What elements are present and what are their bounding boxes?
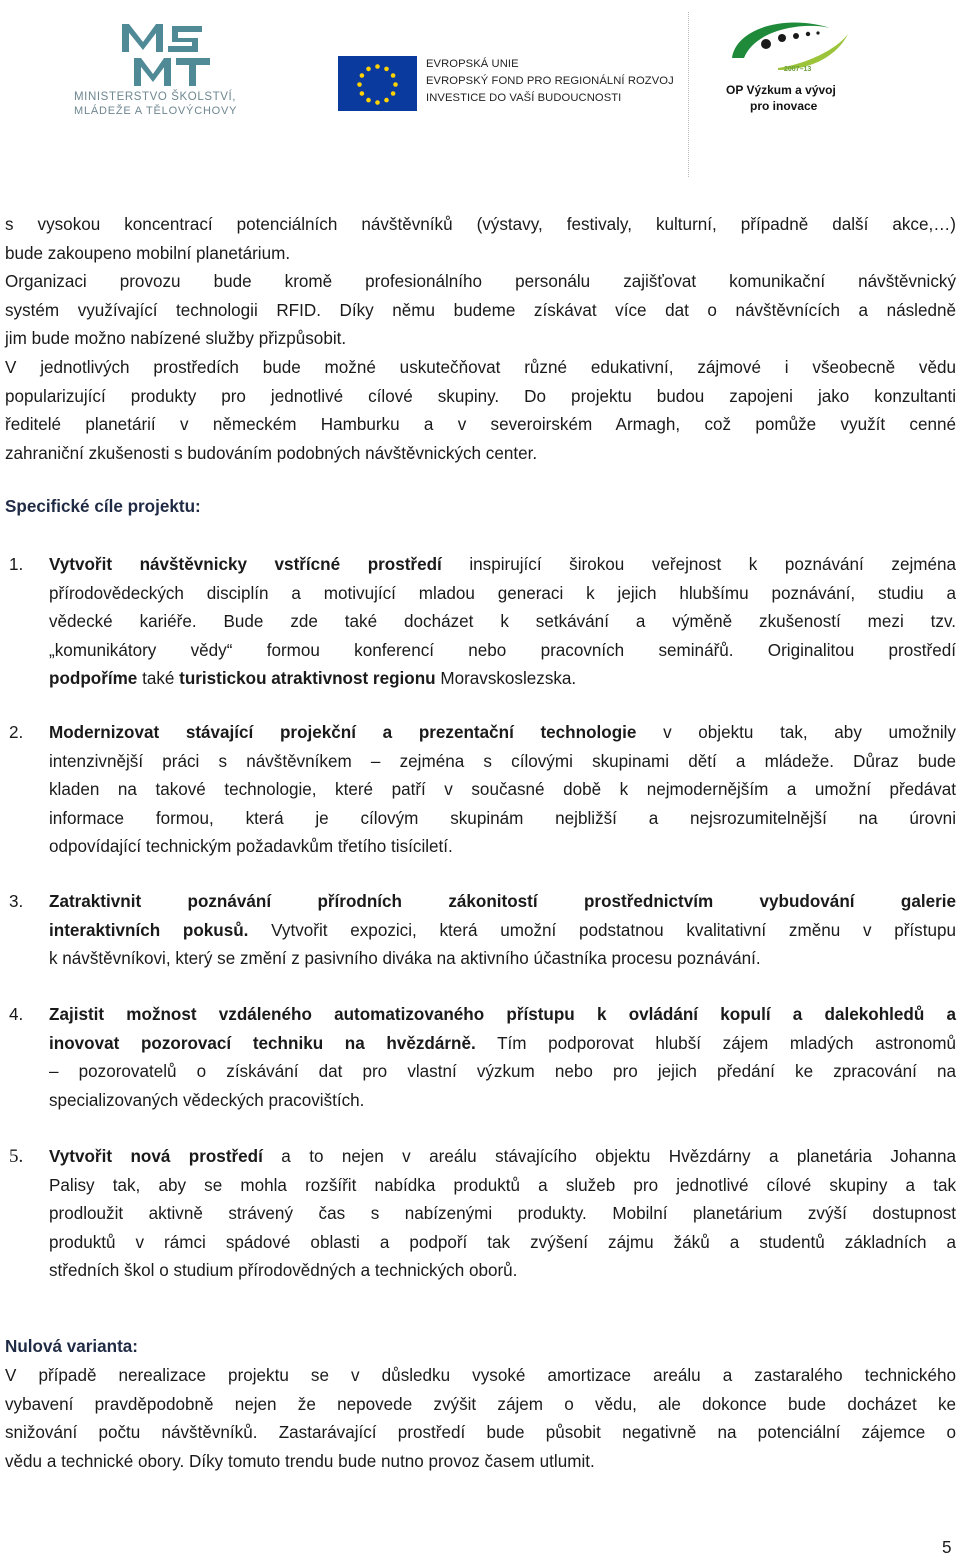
- bold-phrase: interaktivních pokusů.: [49, 920, 249, 940]
- text-run: Vytvořit expozici, která umožní podstatnou kvalitativní změnu v přístupu: [248, 920, 956, 940]
- text-run: Tím podporovat hlubší zájem mladých astronomů: [475, 1033, 956, 1053]
- goal-number: 4.: [9, 1005, 24, 1024]
- goal-text: [49, 1001, 956, 1115]
- text-line: vybavení pravděpodobně nejen že nepovede zvýšit zájem o vědu, ale dokonce bude docházet ke: [5, 1394, 956, 1414]
- msmt-logo: [74, 18, 274, 118]
- bold-phrase: podpoříme: [49, 669, 138, 689]
- bold-phrase: inovovat pozorovací techniku na hvězdárně.: [49, 1033, 476, 1053]
- header-logos: [0, 0, 960, 190]
- op-years: 2007–13: [784, 66, 812, 73]
- bold-phrase: Zajistit možnost vzdáleného automatizovaného přístupu k ovládání kopulí a dalekohledů a: [49, 1005, 956, 1024]
- eu-text: [426, 56, 674, 107]
- text-line: odpovídající technickým požadavkům třetího tisíciletí.: [49, 837, 453, 857]
- text-line: Organizaci provozu bude kromě profesionálního personálu zajišťovat komunikační návštěvnický: [5, 272, 956, 292]
- intro-paragraph: [5, 211, 956, 468]
- text-line: ředitelé planetárií v německém Hamburku a v severoirském Armagh, což pomůže využít cenné: [5, 415, 956, 435]
- op-vavpi-logo: [726, 14, 856, 124]
- text-line: popularizující produkty pro jednotlivé cílové skupiny. Do projektu budou zapojeni jako konzultanti: [5, 386, 956, 406]
- text-line: „komunikátory vědy“ formou konferencí nebo pracovních seminářů. Originalitou prostředí: [49, 640, 956, 660]
- eu-logo: [338, 56, 674, 116]
- text-line: [49, 551, 956, 580]
- goal-text: [49, 719, 956, 862]
- bold-phrase: turistickou atraktivnost regionu: [179, 669, 436, 689]
- text-line: produktů v rámci spádové oblasti a podpoří tak zvýšení zájmu žáků a studentů základních a: [49, 1232, 956, 1252]
- text-line: prodloužit aktivně strávený čas s nabízenými produkty. Mobilní planetárium zvýší dostupnost: [49, 1204, 956, 1224]
- goal-number: 5.: [9, 1146, 24, 1167]
- text-line: zahraniční zkušenosti s budováním podobných návštěvnických center.: [5, 443, 538, 463]
- goal-number: 3.: [9, 892, 24, 911]
- goal-text: [49, 1143, 956, 1286]
- text-line: specializovaných vědeckých pracovištích.: [49, 1090, 365, 1110]
- text-line: [49, 1030, 956, 1059]
- zero-variant-heading: Nulová varianta:: [5, 1337, 138, 1356]
- text-run: v objektu tak, aby umožnily: [636, 723, 956, 742]
- text-line: [49, 1001, 956, 1030]
- bold-phrase: Zatraktivnit poznávání přírodních zákonitostí prostřednictvím vybudování galerie: [49, 892, 956, 911]
- op-title-line1: OP Výzkum a vývoj: [726, 83, 836, 97]
- text-line: k návštěvníkovi, který se změní z pasivního diváka na aktivního účastníka procesu poznávání.: [49, 949, 761, 969]
- text-line: intenzivnější práci s návštěvníkem – zejména s cílovými skupinami dětí a mládeže. Důraz bude: [49, 751, 956, 771]
- text-line: V případě nerealizace projektu se v důsledku vysoké amortizace areálu a zastaralého technického: [5, 1366, 956, 1385]
- bold-phrase: Modernizovat stávající projekční a prezentační technologie: [49, 723, 637, 742]
- text-line: s vysokou koncentrací potenciálních návštěvníků (výstavy, festivaly, kulturní, případně další akce,…): [5, 215, 956, 234]
- text-line: přírodovědeckých disciplín a motivující mladou generaci k jejich hlubšímu poznávání, studiu a: [49, 583, 956, 603]
- text-line: kladen na takové technologie, které patří v současné době k nejmodernějším a umožní předávat: [49, 780, 956, 800]
- text-line: [49, 1143, 956, 1172]
- text-line: jim bude možno nabízené služby přizpůsobit.: [5, 329, 347, 349]
- text-line: bude zakoupeno mobilní planetárium.: [5, 243, 291, 263]
- eu-line: EVROPSKÁ UNIE: [426, 58, 519, 70]
- text-line: V jednotlivých prostředích bude možné uskutečňovat různé edukativní, zájmové i všeobecně vědu: [5, 357, 956, 377]
- text-line: Palisy tak, aby se mohla rozšířit nabídka produktů a služeb pro jednotlivé cílové skupiny a tak: [49, 1175, 956, 1195]
- text-line: systém využívající technologii RFID. Díky němu budeme získávat více dat o návštěvnících a následně: [5, 300, 956, 320]
- text-line: [49, 917, 956, 946]
- goal-text: [49, 551, 956, 694]
- text-line: vědu a technické obory. Díky tomuto trendu bude nutno provoz časem utlumit.: [5, 1451, 595, 1471]
- text-line: středních škol o studium přírodovědných a technických oborů.: [49, 1261, 518, 1281]
- msmt-name-line2: MLÁDEŽE A TĚLOVÝCHOVY: [74, 105, 238, 117]
- text-run: Moravskoslezska.: [435, 669, 577, 689]
- op-title-line2: pro inovace: [750, 99, 818, 113]
- text-line: [49, 888, 956, 917]
- msmt-monogram-icon: [120, 18, 220, 90]
- msmt-name-line1: MINISTERSTVO ŠKOLSTVÍ,: [74, 91, 237, 103]
- goal-text: [49, 888, 956, 974]
- text-run: také: [137, 669, 180, 689]
- text-line: – pozorovatelů o získávání dat pro vlastní výzkum nebo pro jejich předání ke zpracování na: [49, 1062, 956, 1082]
- bold-phrase: Vytvořit návštěvnicky vstřícné prostředí: [49, 555, 442, 574]
- text-run: inspirující širokou veřejnost k poznávání zejména: [441, 555, 957, 574]
- text-line: informace formou, která je cílovým skupinám nejbližší a nejsrozumitelnější na úrovni: [49, 808, 956, 828]
- goal-number: 1.: [9, 555, 24, 574]
- zero-variant-paragraph: [5, 1362, 956, 1476]
- text-line: vědecké kariéře. Bude zde také docházet k setkávání a výměně zkušeností mezi tzv.: [49, 612, 956, 632]
- goals-heading: Specifické cíle projektu:: [5, 497, 201, 516]
- eu-line: INVESTICE DO VAŠÍ BUDOUCNOSTI: [426, 92, 622, 104]
- text-line: [49, 665, 956, 694]
- bold-phrase: Vytvořit nová prostředí: [49, 1147, 263, 1166]
- header-divider: [688, 12, 689, 177]
- goal-number: 2.: [9, 723, 24, 742]
- text-line: [49, 719, 956, 748]
- text-line: snižování počtu návštěvníků. Zastarávající prostředí bude působit negativně na potenciální zájemce o: [5, 1423, 956, 1443]
- text-run: a to nejen v areálu stávajícího objektu Hvězdárny a planetária Johanna: [262, 1147, 956, 1166]
- eu-flag-icon: [338, 56, 417, 111]
- page-number: 5: [942, 1538, 952, 1557]
- eu-line: EVROPSKÝ FOND PRO REGIONÁLNÍ ROZVOJ: [426, 75, 674, 87]
